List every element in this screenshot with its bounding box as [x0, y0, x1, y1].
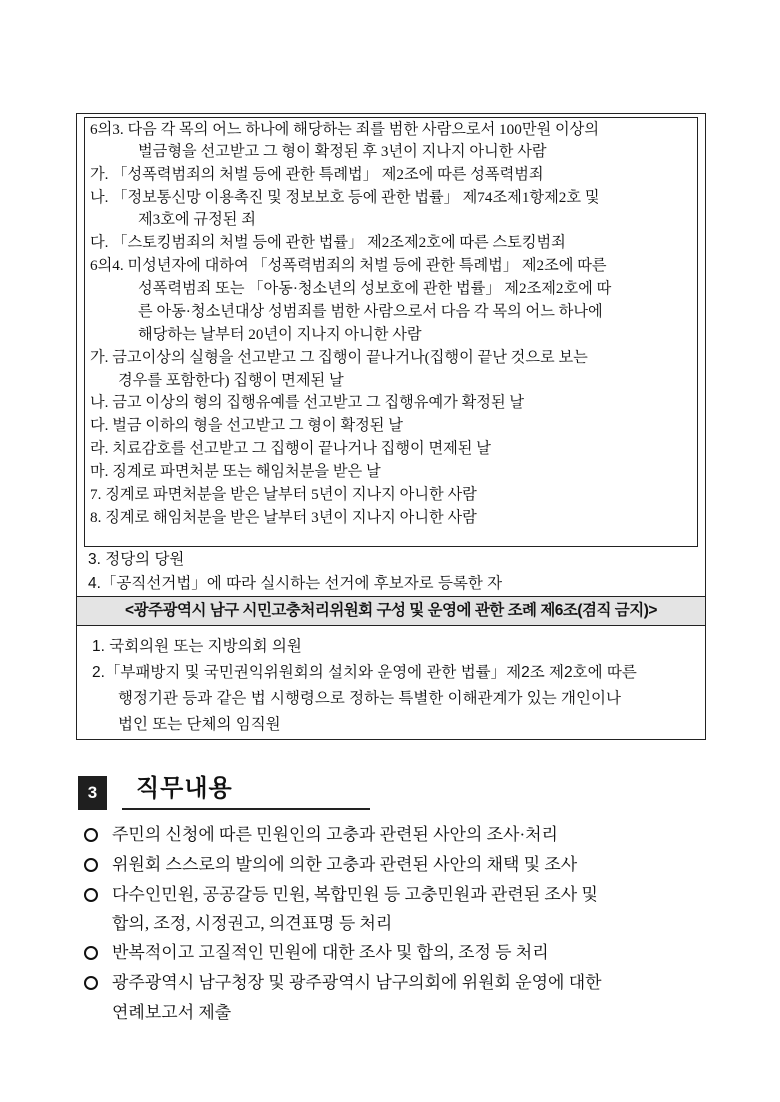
circle-bullet-icon [84, 828, 98, 842]
duty-item: 위원회 스스로의 발의에 의한 고충과 관련된 사안의 채택 및 조사 [112, 855, 578, 874]
law-item: 해당하는 날부터 20년이 지나지 아니한 사람 [138, 326, 422, 343]
law-item: 가. 금고이상의 실형을 선고받고 그 집행이 끝나거나(집행이 끝난 것으로 보는 [90, 349, 588, 366]
circle-bullet-icon [84, 976, 98, 990]
ordinance-item: 법인 또는 단체의 임직원 [118, 716, 281, 733]
law-item: 마. 징계로 파면처분 또는 해임처분을 받은 날 [90, 463, 381, 480]
ordinance-item: 1. 국회의원 또는 지방의회 의원 [92, 638, 302, 655]
law-item: 벌금형을 선고받고 그 형이 확정된 후 3년이 지나지 아니한 사람 [138, 143, 547, 160]
ordinance-item: 2.「부패방지 및 국민권익위원회의 설치와 운영에 관한 법률」제2조 제2호에 따른 [92, 664, 637, 681]
ordinance-item: 행정기관 등과 같은 법 시행령으로 정하는 특별한 이해관계가 있는 개인이나 [118, 690, 621, 707]
law-item: 성폭력범죄 또는 「아동·청소년의 성보호에 관한 법률」 제2조제2호에 따 [138, 280, 612, 297]
duty-item: 다수인민원, 공공갈등 민원, 복합민원 등 고충민원과 관련된 조사 및 [112, 885, 598, 904]
law-item: 다. 「스토킹범죄의 처벌 등에 관한 법률」 제2조제2호에 따른 스토킹범죄 [90, 234, 566, 251]
law-item: 경우를 포함한다) 집행이 면제된 날 [118, 372, 344, 389]
ordinance-heading-band [77, 596, 705, 626]
law-item: 다. 벌금 이하의 형을 선고받고 그 형이 확정된 날 [90, 417, 403, 434]
law-item: 나. 「정보통신망 이용촉진 및 정보보호 등에 관한 법률」 제74조제1항제2호 및 [90, 189, 600, 206]
duty-item: 주민의 신청에 따른 민원인의 고충과 관련된 사안의 조사·처리 [112, 825, 558, 844]
law-item: 6의4. 미성년자에 대하여 「성폭력범죄의 처벌 등에 관한 특례법」 제2조에 따른 [90, 257, 607, 274]
duty-item-continuation: 합의, 조정, 시정권고, 의견표명 등 처리 [112, 914, 393, 933]
grounds-item: 4.「공직선거법」에 따라 실시하는 선거에 후보자로 등록한 자 [88, 575, 503, 592]
grounds-item: 3. 정당의 당원 [88, 551, 185, 568]
circle-bullet-icon [84, 888, 98, 902]
law-item: 른 아동·청소년대상 성범죄를 범한 사람으로서 다음 각 목의 어느 하나에 [138, 303, 603, 320]
section-title-underline [122, 808, 370, 810]
ordinance-heading: <광주광역시 남구 시민고충처리위원회 구성 및 운영에 관한 조례 제6조(겸직 금지)> [125, 602, 657, 619]
law-item: 6의3. 다음 각 목의 어느 하나에 해당하는 죄를 범한 사람으로서 100만원 이상의 [90, 121, 599, 138]
law-item: 라. 치료감호를 선고받고 그 집행이 끝나거나 집행이 면제된 날 [90, 440, 491, 457]
law-item: 나. 금고 이상의 형의 집행유예를 선고받고 그 집행유예가 확정된 날 [90, 394, 525, 411]
law-item: 8. 징계로 해임처분을 받은 날부터 3년이 지나지 아니한 사람 [90, 509, 477, 526]
law-item: 제3호에 규정된 죄 [138, 211, 256, 228]
duty-item: 광주광역시 남구청장 및 광주광역시 남구의회에 위원회 운영에 대한 [112, 973, 602, 992]
law-item: 가. 「성폭력범죄의 처벌 등에 관한 특례법」 제2조에 따른 성폭력범죄 [90, 166, 544, 183]
duty-item: 반복적이고 고질적인 민원에 대한 조사 및 합의, 조정 등 처리 [112, 943, 549, 962]
circle-bullet-icon [84, 946, 98, 960]
circle-bullet-icon [84, 858, 98, 872]
section-number-badge: 3 [78, 776, 107, 810]
law-item: 7. 징계로 파면처분을 받은 날부터 5년이 지나지 아니한 사람 [90, 486, 477, 503]
duty-item-continuation: 연례보고서 제출 [112, 1003, 232, 1022]
section-title: 직무내용 [136, 775, 233, 802]
